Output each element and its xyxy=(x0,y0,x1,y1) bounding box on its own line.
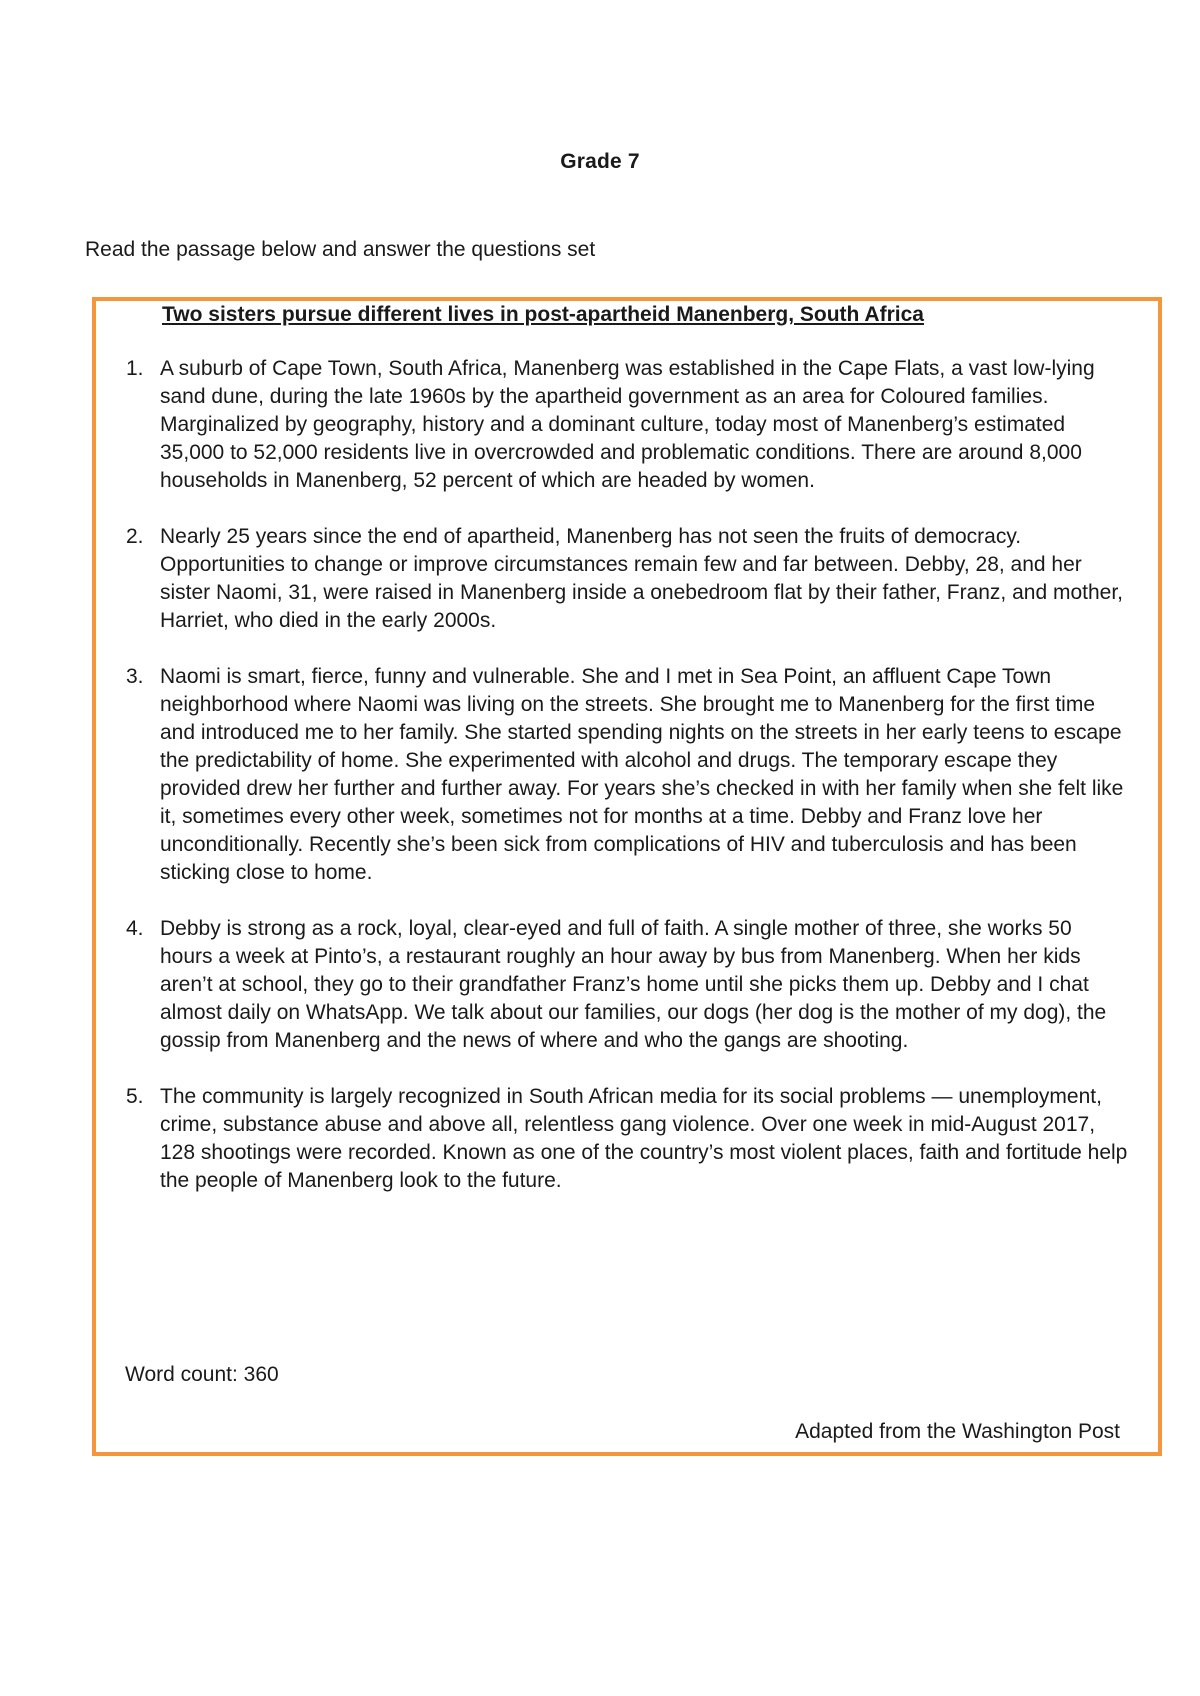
paragraph-1 xyxy=(118,355,1128,495)
paragraph-text: A suburb of Cape Town, South Africa, Manenberg was established in the Cape Flats, a vast low-lying sand dune, during the late 1960s by the apartheid government as an area for Coloured families. Marginalized by geography, history and a dominant culture, today most of Manenberg’s estimated 35,000 to 52,000 residents live in overcrowded and problematic conditions. There are around 8,000 households in Manenberg, 52 percent of which are headed by women. xyxy=(160,357,1095,492)
paragraph-number: 4. xyxy=(126,917,144,940)
paragraph-list xyxy=(118,355,1128,1223)
instruction-text: Read the passage below and answer the questions set xyxy=(85,238,596,261)
paragraph-5 xyxy=(118,1083,1128,1195)
paragraph-text: Nearly 25 years since the end of apartheid, Manenberg has not seen the fruits of democracy. Opportunities to change or improve circumstances remain few and far between. Debby, 28, and her sister Naomi, 31, were raised in Manenberg inside a onebedroom flat by their father, Franz, and mother, Harriet, who died in the early 2000s. xyxy=(160,525,1124,632)
paragraph-number: 2. xyxy=(126,525,144,548)
paragraph-text: The community is largely recognized in South African media for its social problems — unemployment, crime, substance abuse and above all, relentless gang violence. Over one week in mid-August 2017, 128 shootings were recorded. Known as one of the country’s most violent places, faith and fortitude help the people of Manenberg look to the future. xyxy=(160,1085,1128,1192)
paragraph-number: 5. xyxy=(126,1085,144,1108)
paragraph-text: Naomi is smart, fierce, funny and vulnerable. She and I met in Sea Point, an affluent Cape Town neighborhood where Naomi was living on the streets. She brought me to Manenberg for the first time and introduced me to her family. She started spending nights on the streets in her early teens to escape the predictability of home. She experimented with alcohol and drugs. The temporary escape they provided drew her further and further away. For years she’s checked in with her family when she felt like it, sometimes every other week, sometimes not for months at a time. Debby and Franz love her unconditionally. Recently she’s been sick from complications of HIV and tuberculosis and has been sticking close to home. xyxy=(160,665,1124,884)
word-count: Word count: 360 xyxy=(125,1363,279,1386)
paragraph-4 xyxy=(118,915,1128,1055)
passage-title: Two sisters pursue different lives in post-apartheid Manenberg, South Africa xyxy=(162,303,924,326)
paragraph-3 xyxy=(118,663,1128,887)
source-attribution: Adapted from the Washington Post xyxy=(795,1420,1120,1443)
paragraph-2 xyxy=(118,523,1128,635)
page-title: Grade 7 xyxy=(560,150,640,173)
paragraph-number: 3. xyxy=(126,665,144,688)
paragraph-number: 1. xyxy=(126,357,144,380)
paragraph-text: Debby is strong as a rock, loyal, clear-eyed and full of faith. A single mother of three, she works 50 hours a week at Pinto’s, a restaurant roughly an hour away by bus from Manenberg. When her kids aren’t at school, they go to their grandfather Franz’s home until she picks them up. Debby and I chat almost daily on WhatsApp. We talk about our families, our dogs (her dog is the mother of my dog), the gossip from Manenberg and the news of where and who the gangs are shooting. xyxy=(160,917,1107,1052)
